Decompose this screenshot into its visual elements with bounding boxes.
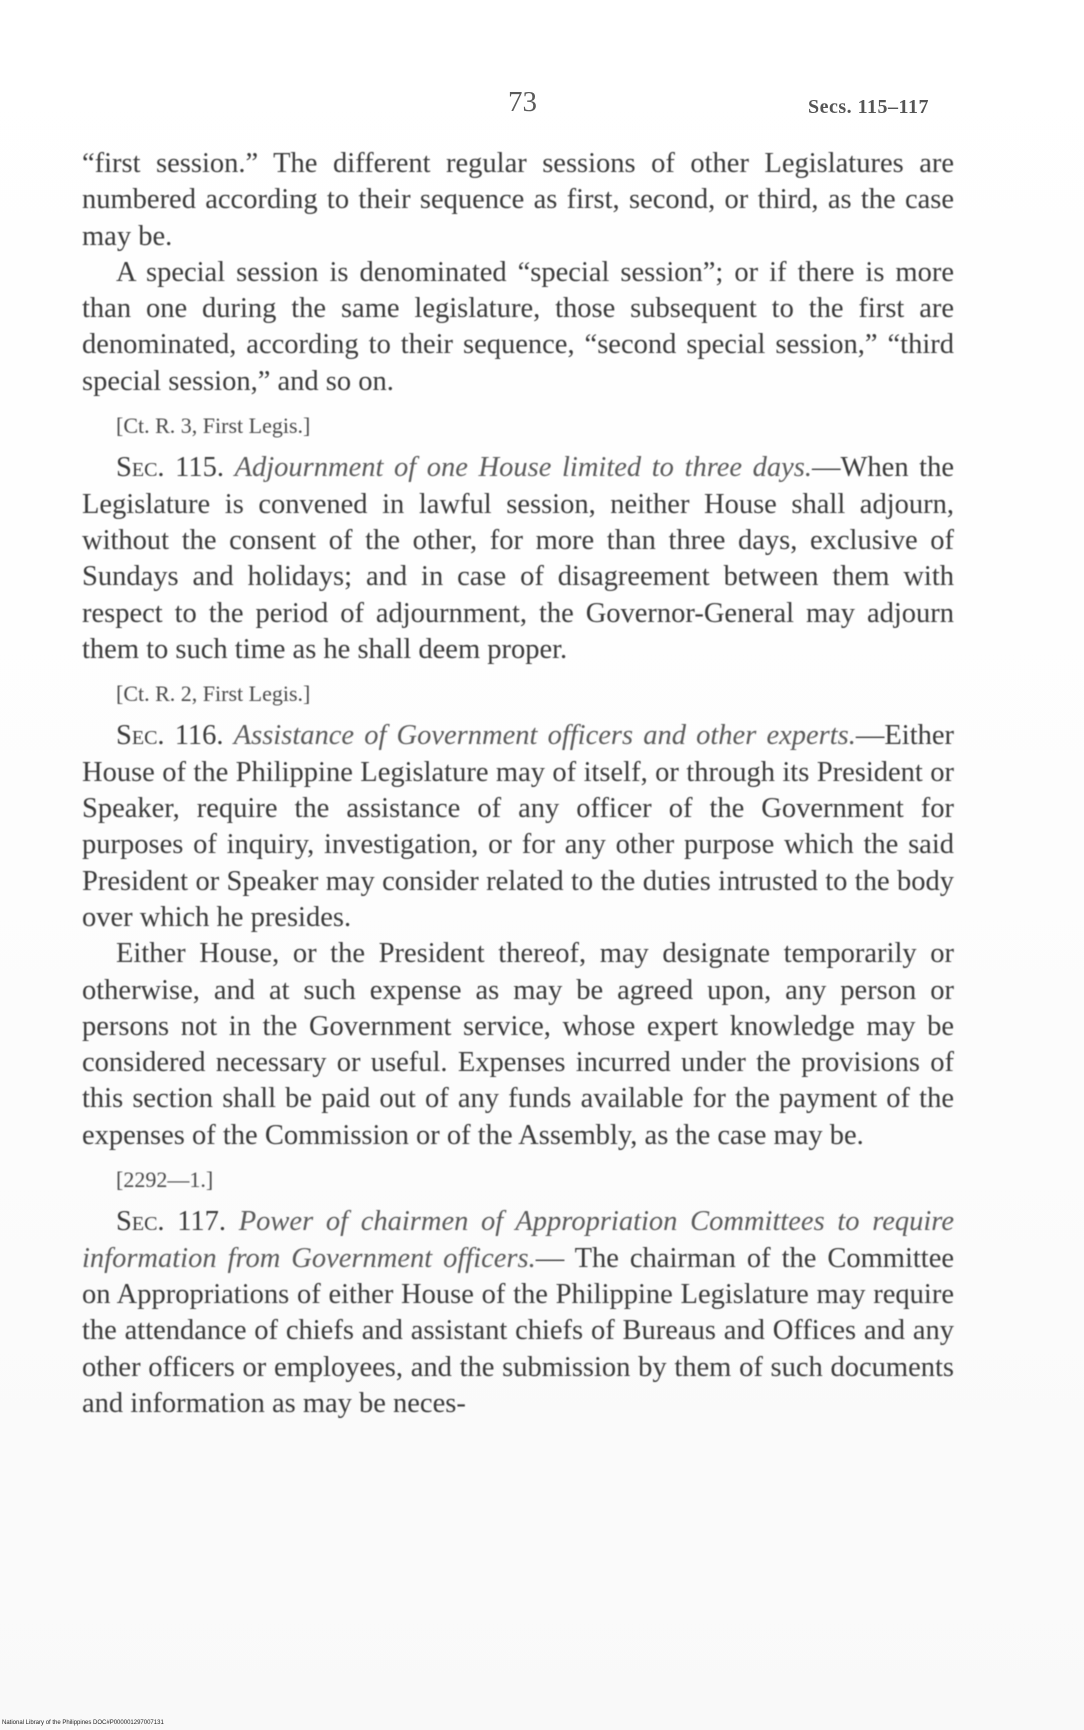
section-115 [82,450,954,668]
citation: [Ct. R. 3, First Legis.] [116,413,311,439]
section-116 [82,718,954,936]
section-117 [82,1204,954,1422]
section-number: 117. [177,1206,227,1238]
citation: [Ct. R. 2, First Legis.] [116,681,311,707]
section-prefix: Sec. [116,452,165,484]
citation: [2292—1.] [116,1167,214,1193]
section-116-paragraph-2: Either House, or the President thereof, may designate temporarily or otherwise, and at such expense as may be agreed upon, any person or persons not in the Government service, whose expert knowledge may be considered necessary or useful. Expenses incurred under the provisions of this section shall be paid out of any funds available for the payment of the expenses of the Commission or of the Assembly, as the case may be. [82,938,954,1151]
section-number: 115. [175,452,224,484]
section-text: —When the Legislature is convened in lawful session, neither House shall adjourn, without the consent of the other, for more than three days, exclusive of Sundays and holidays; and in case of disagreement between them with respect to the period of adjournment, the Governor-General may adjourn them to such time as he shall deem proper. [82,452,954,665]
section-title: Adjournment of one House limited to three days. [234,452,813,484]
paragraph-first-session: “first session.” The different regular sessions of other Legislatures are numbered according to their sequence as first, second, or third, as the case may be. [82,148,954,252]
section-number: 116. [174,720,224,752]
section-title: Assistance of Government officers and other experts. [233,720,856,752]
section-prefix: Sec. [116,1206,165,1238]
page-number: 73 [508,86,537,118]
paragraph-special-session: A special session is denominated “special session”; or if there is more than one during the same legislature, those subsequent to the first are denominated, according to their sequence, “second special session,” “third special session,” and so on. [82,256,954,397]
section-text: — The chairman of the Committee on Appropriations of either House of the Philippine Legislature may require the attendance of chiefs and assistant chiefs of Bureaus and Offices and any other officers or employees, and the submission by them of such documents and information as may be neces- [82,1242,954,1419]
section-title: Power of chairmen of Appropriation Committees to require information from Government officers. [82,1206,954,1274]
page-body [82,146,954,1422]
section-prefix: Sec. [116,720,165,752]
section-text: —Either House of the Philippine Legislature may of itself, or through its President or Speaker, require the assistance of any officer of the Government for purposes of inquiry, investigation, or for any other purpose which the said President or Speaker may consider related to the duties intrusted to the body over which he presides. [82,720,955,933]
section-range-header: Secs. 115–117 [808,96,929,118]
scan-credit: National Library of the Philippines DOC#P000001297007131 [2,1720,164,1726]
